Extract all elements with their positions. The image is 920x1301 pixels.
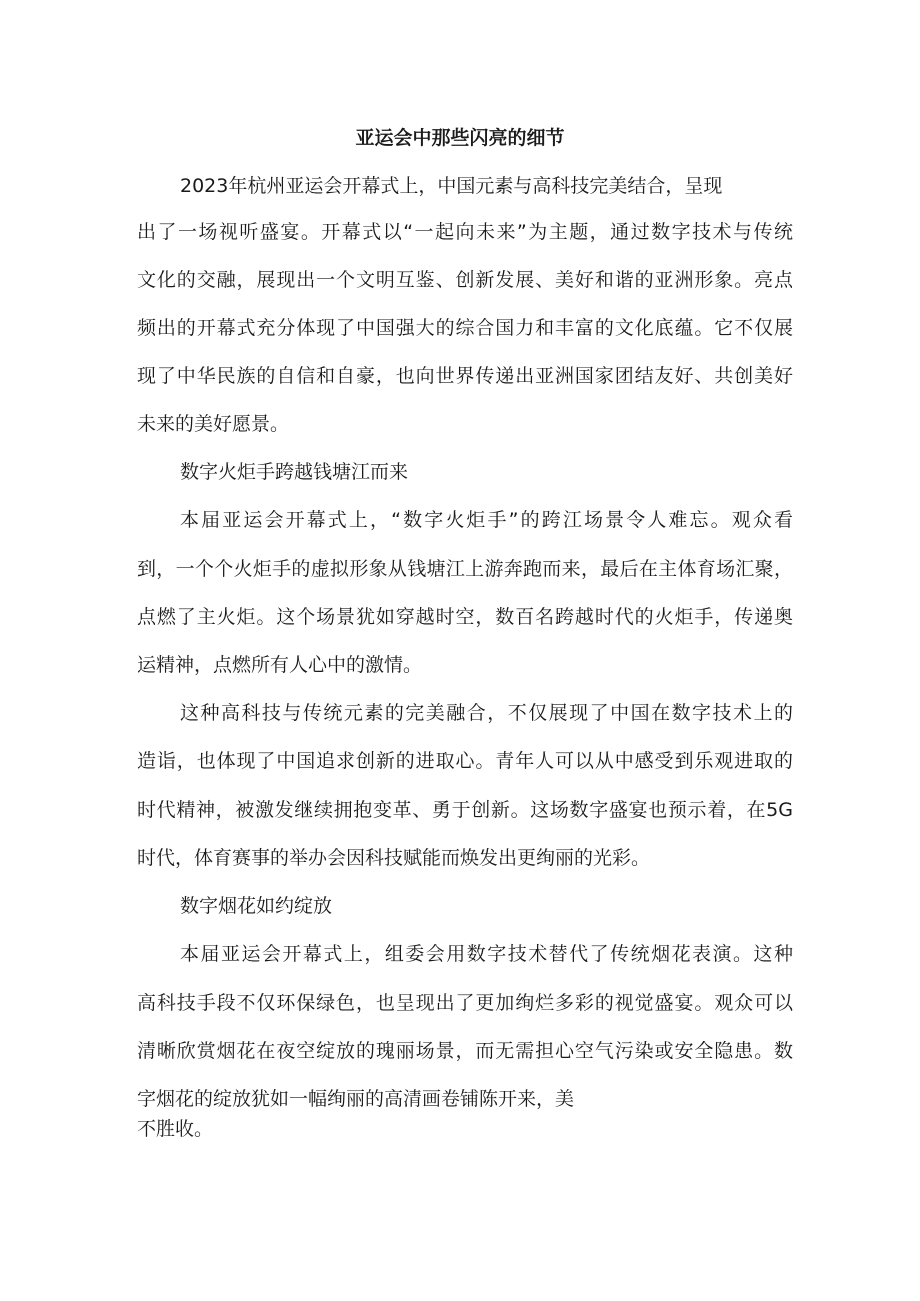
text-line: 时代精神，被激发继续拥抱变革、勇于创新。这场数字盛宴也预示着，在5G <box>137 799 793 821</box>
text-line: 文化的交融，展现出一个文明互鉴、创新发展、美好和谐的亚洲形象。亮点 <box>137 269 793 291</box>
text-line: 这种高科技与传统元素的完美融合，不仅展现了中国在数字技术上的 <box>180 702 793 724</box>
text-line: 点燃了主火炬。这个场景犹如穿越时空，数百名跨越时代的火炬手，传递奥 <box>137 606 793 628</box>
text-line: 本届亚运会开幕式上，组委会用数字技术替代了传统烟花表演。这种 <box>180 943 793 965</box>
document-title: 亚运会中那些闪亮的细节 <box>355 127 565 149</box>
text-line: 出了一场视听盛宴。开幕式以“一起向未来”为主题，通过数字技术与传统 <box>137 221 793 243</box>
text-line: 运精神，点燃所有人心中的激情。 <box>137 654 423 676</box>
section-heading: 数字烟花如约绽放 <box>180 895 333 917</box>
text-line: 造诣，也体现了中国追求创新的进取心。青年人可以从中感受到乐观进取的 <box>137 750 793 772</box>
text-line: 高科技手段不仅环保绿色，也呈现出了更加绚烂多彩的视觉盛宴。观众可以 <box>137 992 793 1014</box>
text-line: 本届亚运会开幕式上，“数字火炬手”的跨江场景令人难忘。观众看 <box>180 509 793 531</box>
text-line: 不胜收。 <box>137 1118 214 1140</box>
text-line: 未来的美好愿景。 <box>137 413 290 435</box>
text-line: 清晰欣赏烟花在夜空绽放的瑰丽场景，而无需担心空气污染或安全隐患。数 <box>137 1040 793 1062</box>
section-heading: 数字火炬手跨越钱塘江而来 <box>180 461 409 483</box>
text-line: 时代，体育赛事的举办会因科技赋能而焕发出更绚丽的光彩。 <box>137 847 651 869</box>
text-line: 到，一个个火炬手的虚拟形象从钱塘江上游奔跑而来，最后在主体育场汇聚， <box>137 558 793 580</box>
text-line: 频出的开幕式充分体现了中国强大的综合国力和丰富的文化底蕴。它不仅展 <box>137 317 793 339</box>
text-line: 字烟花的绽放犹如一幅绚丽的高清画卷铺陈开来，美 <box>137 1088 575 1110</box>
text-line: 现了中华民族的自信和自豪，也向世界传递出亚洲国家团结友好、共创美好 <box>137 365 793 387</box>
text-line: 2023年杭州亚运会开幕式上，中国元素与高科技完美结合，呈现 <box>180 175 723 197</box>
